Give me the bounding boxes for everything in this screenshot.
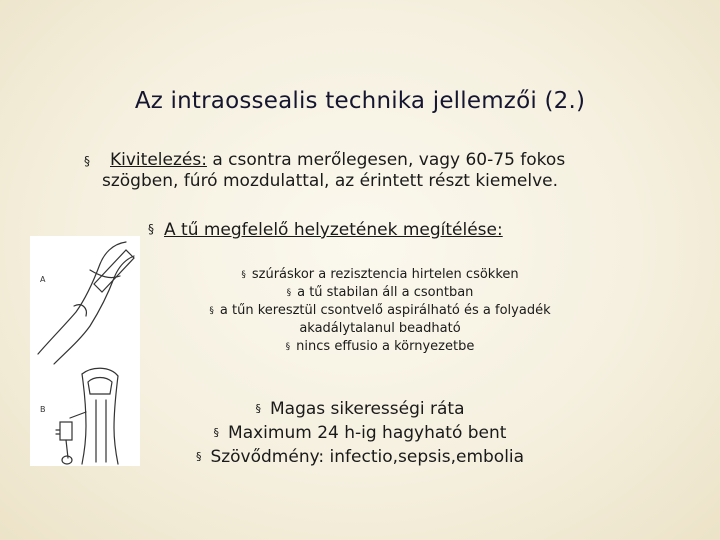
bullet-marker: § bbox=[285, 342, 291, 352]
summary-item-text: Magas sikerességi ráta bbox=[270, 399, 465, 419]
summary-item-text: Maximum 24 h-ig hagyható bent bbox=[228, 423, 507, 443]
assessment-list bbox=[170, 266, 590, 356]
bullet-assessment-heading bbox=[148, 220, 503, 240]
list-item bbox=[170, 284, 590, 302]
bullet-marker: § bbox=[209, 306, 214, 316]
list-item bbox=[150, 445, 570, 469]
execution-term: Kivitelezés: bbox=[110, 150, 207, 170]
label-b: B bbox=[40, 405, 46, 414]
bullet-marker: § bbox=[195, 450, 202, 463]
assessment-item-text: nincs effusio a környezetbe bbox=[296, 339, 475, 354]
list-item bbox=[150, 421, 570, 445]
execution-line-2: szögben, fúró mozdulattal, az érintett részt kiemelve. bbox=[102, 171, 559, 191]
list-item bbox=[170, 266, 590, 284]
assessment-item-text: a tű stabilan áll a csontban bbox=[297, 285, 474, 300]
list-item bbox=[170, 302, 590, 338]
assessment-item-text: szúráskor a rezisztencia hirtelen csökken bbox=[251, 267, 519, 282]
list-item bbox=[170, 338, 590, 356]
bullet-marker: § bbox=[241, 270, 246, 280]
illustration-background bbox=[30, 236, 140, 466]
intraosseous-needle-illustration bbox=[30, 236, 140, 466]
slide-title: Az intraossealis technika jellemzői (2.) bbox=[134, 88, 586, 114]
summary-item-text: Szövődmény: infectio,sepsis,embolia bbox=[210, 447, 525, 467]
bullet-marker: § bbox=[213, 426, 220, 439]
bullet-marker: § bbox=[286, 288, 292, 298]
summary-list bbox=[150, 397, 570, 469]
assessment-item-continuation: akadálytalanul beadható bbox=[299, 321, 461, 336]
list-item bbox=[150, 397, 570, 421]
execution-line-1 bbox=[110, 150, 565, 171]
assessment-item-text: a tűn keresztül csontvelő aspirálható és a folyadék bbox=[219, 303, 551, 318]
assessment-heading: A tű megfelelő helyzetének megítélése: bbox=[164, 220, 503, 240]
bullet-marker: § bbox=[84, 154, 90, 168]
bullet-marker: § bbox=[148, 222, 154, 236]
label-a: A bbox=[40, 275, 46, 284]
bullet-marker: § bbox=[255, 402, 261, 415]
execution-text: a csontra merőlegesen, vagy 60-75 fokos bbox=[206, 150, 566, 170]
